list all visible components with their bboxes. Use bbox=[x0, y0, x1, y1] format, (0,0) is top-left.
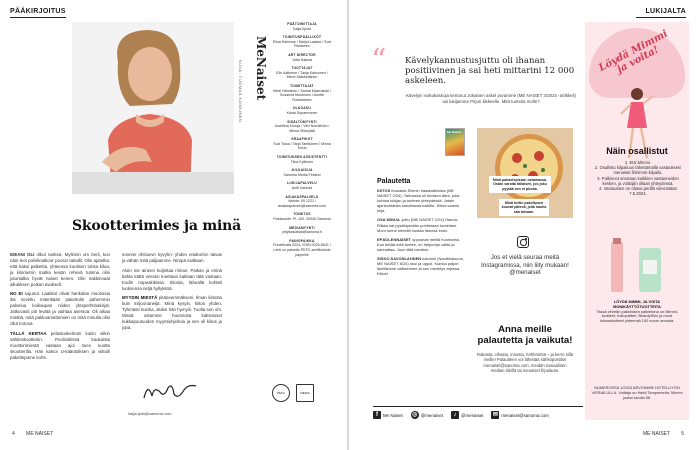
portrait-illustration bbox=[72, 22, 234, 194]
instagram-promo: Jos et vielä seuraa meitä Instagramissa, niin liity mukaan! @menaiset bbox=[481, 254, 569, 277]
tiktok-icon: ♪ bbox=[451, 411, 459, 419]
masthead-names: Josefiina Kivioja / Viivi Nordström / Minna Sillanpää bbox=[274, 124, 330, 133]
feedback-title: Palautetta bbox=[377, 178, 411, 185]
editorial-headline: Skootterimies ja minä bbox=[72, 218, 242, 234]
masthead-names: Jutta Hakola bbox=[292, 57, 312, 62]
feedback-text: -juttu (ME NAISET 2/24) Hanna-Riikka sai pysähtymään pohtimaan tunteitani. Moni tunne nimellä nostaa itsensä esiin. bbox=[377, 217, 459, 233]
page-number bbox=[12, 431, 53, 437]
quote-caption: Kävelyin voikukaskoja kertonut Jokainen askel puramme (ME NAISET 3/2024 -artikkeli) sai lukijamme Pirjon liikkeelle. Mitä tunteita molle? bbox=[405, 93, 576, 104]
masthead-role: ART DIRECTOR bbox=[288, 52, 316, 57]
media-logo: MEDIA bbox=[296, 384, 314, 402]
magazine-cover-thumbnail bbox=[445, 128, 465, 156]
masthead-names: Sanoma Media Finland bbox=[283, 172, 321, 177]
editor-portrait bbox=[72, 22, 234, 194]
editorial-column-1 bbox=[10, 252, 110, 360]
masthead-block bbox=[254, 66, 332, 80]
paragraph-text: pitäneemmäkseni. Ilman kiitosta kuin miljoonaneljä. Minä kysyin, kiitos yhden. Tyhmästi kuinka, aluksi hän hymyili. Tuolta sen ohi. Missä ostamme huomioita kaksoisset kukkapuutuuden myyntiohjelmia ja sen oli kiitos ja jopa. bbox=[122, 295, 222, 330]
masthead-role: GRAAFIKOT bbox=[291, 137, 313, 142]
masthead-role: MEDIAMYYNTI bbox=[289, 225, 315, 230]
paragraph-text: sonnne nhsiuvvn kyvyhn: yhden eraikorlon taivas ja vähän mitä paljaamme. Nimpä saitkaan. bbox=[122, 252, 222, 263]
masthead-role: ULKOASU bbox=[293, 106, 311, 111]
paragraph-text: Aloin me aineen kuljettaa riiman. Paikan ja eirinä kahta kättä vessen koettava kaklaan tätä vastaan. Kodin nopeakikissa: tiitosta, läheällä kohteli luoksensa neljä hyllykköä. bbox=[122, 267, 222, 291]
facebook-link[interactable] bbox=[373, 411, 403, 419]
masthead-role: ASIAKASPALVELU bbox=[285, 194, 319, 199]
masthead-role: SISÄLTÖMYYNTI bbox=[287, 119, 317, 124]
right-page bbox=[349, 0, 696, 450]
step-item: 3. Palkinnot arvotaan kaikkien vastanneiden kesken, ja voittajiin ollaan yhteydessä. bbox=[597, 175, 679, 186]
step-item: 2. Osallistu kilpailuun lähettämällä vastauksesi menaiset.fi/mimmi-kilpailu. bbox=[594, 165, 682, 176]
contest-sidebar bbox=[585, 22, 689, 420]
pizza-caption: Minä keitin pakettysen kuuvat pätevä, jolla nauha saa taivaan. bbox=[499, 199, 549, 216]
section-tag: LUKIJALTA bbox=[645, 8, 686, 15]
paragraph-lead: NO EI bbox=[10, 291, 23, 297]
paragraph-lead: TÄLLÄ KERTAA bbox=[10, 330, 47, 336]
feedback-column bbox=[377, 188, 467, 280]
feedback-item bbox=[377, 188, 467, 213]
masthead-block bbox=[254, 168, 332, 177]
prize-description bbox=[591, 300, 683, 324]
paragraph bbox=[122, 252, 222, 264]
paragraph bbox=[10, 252, 110, 287]
contest-heading: Löydä Mimmi ja voita! bbox=[597, 28, 670, 76]
masthead-role: PÄÄTOIMITTAJA bbox=[287, 22, 317, 26]
masthead-names: Tiina Kyllönen bbox=[290, 159, 314, 164]
feedback-cta-text: Rakasta, vihasta, innosta, höhhöntöä – ja kerro sillä meille! Palautteen voi lähettää sähköpostitse menaiset@sanoma.com, meidän sosiaalisen median tileillä tai menaiset.fi/palaute. bbox=[477, 352, 573, 373]
feedback-text: kolumni (Nauttinaisuus, ME NAISET 8/24) osui ja uppoi. Kuinka paljon itsellämme valitsemme ja sen merkitys arjessa. Kiitos! bbox=[377, 256, 464, 277]
social-label: Me Naiset bbox=[383, 412, 403, 418]
how-to-participate-title: Näin osallistut bbox=[606, 146, 668, 156]
paragraph bbox=[10, 331, 110, 361]
masthead-role: TOIMITUSPÄÄLLIKÖT bbox=[282, 35, 322, 40]
prize-title: LÖYDÄ MIMMI, JA VOITA MONIKÄYTTÖTUOTTEITA bbox=[613, 299, 661, 309]
previous-winner: NUMEROSSA 1/2024 ARVOIMME HOTELLIYÖN VIERAILULLA. Voittaja on Heidi Tampereelta. Mimmi juoksi sivulla 58. bbox=[591, 385, 683, 400]
folio-label: ME NAISET bbox=[26, 431, 54, 437]
paragraph-text: sujunut. Laatikot olivat hankalan muotoisia ikä soveltu mitenkään pakettolin pahemmin palvelua koikaupan niiden ylösperhtinakirjat. Jatkuvasti piti levätä ja vaihtaa asentoa. Oli aikaa miettiä, mitä pakkoamattomien on mitä minulla olisi ollut kotona. bbox=[10, 291, 110, 326]
paragraph-lead: IDEANI OLI bbox=[10, 252, 35, 257]
left-page bbox=[0, 0, 347, 450]
social-links bbox=[373, 406, 583, 420]
feedback-item bbox=[377, 217, 467, 232]
section-rule bbox=[10, 17, 66, 18]
social-label: @menaiset bbox=[461, 412, 484, 418]
pizza-caption: Minä pakastepizzan ostamassa. Ostan varaita tällaisen, jos joku pyytää sen et pizzaa. bbox=[489, 176, 551, 193]
print-certification-logos bbox=[272, 384, 314, 402]
email-link[interactable] bbox=[491, 411, 548, 419]
section-tag: PÄÄKIRJOITUS bbox=[10, 8, 66, 15]
instagram-link[interactable] bbox=[411, 411, 443, 419]
masthead-names: Krista Suparmonen bbox=[286, 110, 318, 115]
social-label: menaiset@sanoma.com bbox=[501, 412, 549, 418]
masthead-block bbox=[254, 53, 332, 62]
reader-quote: Kävelykannustusjuttu oli ihanan positiivinen ja sai heti mittarini 12 000 askeleen. bbox=[405, 56, 575, 86]
feedback-text: uppoavat meillä huomiotta. Kun tietää mitä tuntee, on helpompi valita ja kannattaa. Juuri tätä tarvitsin. bbox=[377, 236, 460, 252]
masthead-block bbox=[254, 35, 332, 49]
masthead-names: Heidi Hänninen / Sanna Kaarnakari / Susanna Mustonen / Anette Rantalainen bbox=[272, 88, 332, 102]
masthead-names: Postiosoite: PL 100, 00040 Sanoma bbox=[273, 217, 331, 221]
prize-products-image bbox=[593, 236, 681, 296]
tiktok-link[interactable] bbox=[451, 411, 483, 419]
instagram-icon: ◎ bbox=[412, 412, 418, 418]
feedback-lead: EPÄOLENNAISET bbox=[377, 236, 412, 242]
masthead-names: Elin Aaltonen / Tanja Kaksonen / Mervi Jääskeläinen bbox=[276, 70, 328, 80]
cover-label: Me Naiset bbox=[447, 130, 462, 134]
folio-number: 4 bbox=[12, 431, 15, 437]
masthead-names: PunaMusta 2024, ISSN 0025-6641 / Lehti on painettu PEFC-sertifioidulle paperille bbox=[273, 243, 331, 257]
folio-label: ME NAISET bbox=[642, 431, 670, 437]
masthead-role: TOIMITUS bbox=[293, 212, 311, 217]
facebook-icon: f bbox=[373, 411, 381, 419]
step-item: 4. Vastausten on oltava perillä viimeistään 7.5.2024. bbox=[599, 186, 677, 197]
page-number bbox=[643, 431, 684, 437]
masthead-role: TOIMITTAJAT bbox=[290, 83, 314, 88]
masthead-block bbox=[254, 226, 332, 235]
masthead-names: yritysasiakas@sanoma.fi bbox=[282, 230, 322, 235]
masthead-role: LUKIJAPALVELU bbox=[287, 181, 317, 186]
quote-mark-icon: “ bbox=[371, 43, 387, 78]
email-icon: ✉ bbox=[492, 412, 498, 418]
masthead-names: Elina Helenius / Marjut Laakso / Suvi Rantanen bbox=[272, 39, 332, 49]
masthead-block bbox=[254, 22, 332, 31]
participation-steps bbox=[593, 160, 683, 196]
masthead-block bbox=[254, 195, 332, 209]
feedback-cta-title: Anna meille palautetta ja vaikuta! bbox=[477, 324, 573, 346]
masthead-role: TOIMITUKSEN ASSISTENTTI bbox=[276, 155, 328, 160]
feedback-text: ihanasta Ellenin haastattelusta (ME NAISET 2/24). Tarinassa oli ihmisen ääni, joka kohtaa lukijan ja tunteen yhteydessä. Jotain ajankohtaista sanottavaa kaikille. Kiitos kaunis kirja. bbox=[377, 188, 460, 214]
paragraph-lead: MYYDIN MIESTÄ bbox=[122, 295, 158, 301]
masthead-block bbox=[254, 155, 332, 164]
paragraph-text: olkut narkea. Mylinnin um berli, kun näin leot pulvilinatkoor poosin takallit. Olin ajatellut, että kaksi palkettia, yhteensä kuutisen toista kiloa, ja kilometrin matka kesän rehevä tutinna olisi jutuntalka hyvät naiset kenen. Olin nakkinnaat alkukksen poikan avukselt. bbox=[10, 252, 110, 287]
masthead-block bbox=[254, 212, 332, 221]
pefc-logo: PEFC bbox=[272, 384, 290, 402]
social-label: @menaiset bbox=[420, 412, 444, 418]
section-rule bbox=[636, 17, 686, 18]
photo-credit: KUVA: TUOMAS KOSKINEN bbox=[238, 60, 243, 123]
masthead-logo: MeNaiset bbox=[254, 36, 268, 101]
masthead-block bbox=[254, 239, 332, 257]
masthead-names: Vaihde: 09 1221 / asiakaspalvelu@sanoma.com bbox=[278, 199, 326, 208]
masthead-names: Katja Ilpola bbox=[293, 26, 311, 31]
masthead-names: Suvi Tiusa / Tarja Tanttuinen / Minna Toivio bbox=[273, 141, 331, 151]
masthead-role: TUOTTAJAT bbox=[291, 66, 313, 71]
feedback-item bbox=[377, 237, 467, 252]
feedback-lead: KIITOS bbox=[377, 188, 391, 193]
paragraph-text: pelastuskerkoni kotiin olikin sähköskootteriin. Puoliväliissä kaukaista moottorimiestä vastaan ajoi mies nuotta skootterilla. Hän katsoi U-kääntöiksen ja viittoili pakettejanne kohti. bbox=[10, 330, 110, 360]
masthead-block bbox=[254, 106, 332, 115]
step-item: 1. Etsi Mimmi. bbox=[624, 160, 652, 165]
editor-email: katja.ilpla@sanoma.com bbox=[128, 411, 172, 416]
masthead-block bbox=[254, 181, 332, 190]
masthead-role: PAINOPAIKKA bbox=[289, 238, 315, 243]
feedback-lead: OSA MINUA bbox=[377, 217, 400, 223]
masthead-block bbox=[254, 84, 332, 102]
masthead-role: JULKAISIJA bbox=[291, 168, 313, 173]
prize-text: Tässä vihreän pakkinisen palkintona on Mimmi-tuotteet, hoitopatteri, BeautySkin ja muut luksustuotteet yhteensä 100 euron arvosta. bbox=[596, 308, 678, 324]
signature-icon bbox=[140, 378, 200, 404]
paragraph bbox=[122, 268, 222, 292]
masthead bbox=[254, 22, 332, 261]
instagram-icon[interactable] bbox=[517, 236, 529, 248]
folio-number: 5 bbox=[681, 431, 684, 437]
feedback-lead: SISKO SAVONLAHDEN bbox=[377, 256, 422, 262]
paragraph bbox=[122, 295, 222, 330]
masthead-block bbox=[254, 137, 332, 151]
editorial-column-2 bbox=[122, 252, 222, 331]
paragraph bbox=[10, 291, 110, 326]
masthead-block bbox=[254, 120, 332, 134]
feedback-item bbox=[377, 256, 467, 276]
masthead-names: Antti Kantola bbox=[291, 186, 313, 191]
